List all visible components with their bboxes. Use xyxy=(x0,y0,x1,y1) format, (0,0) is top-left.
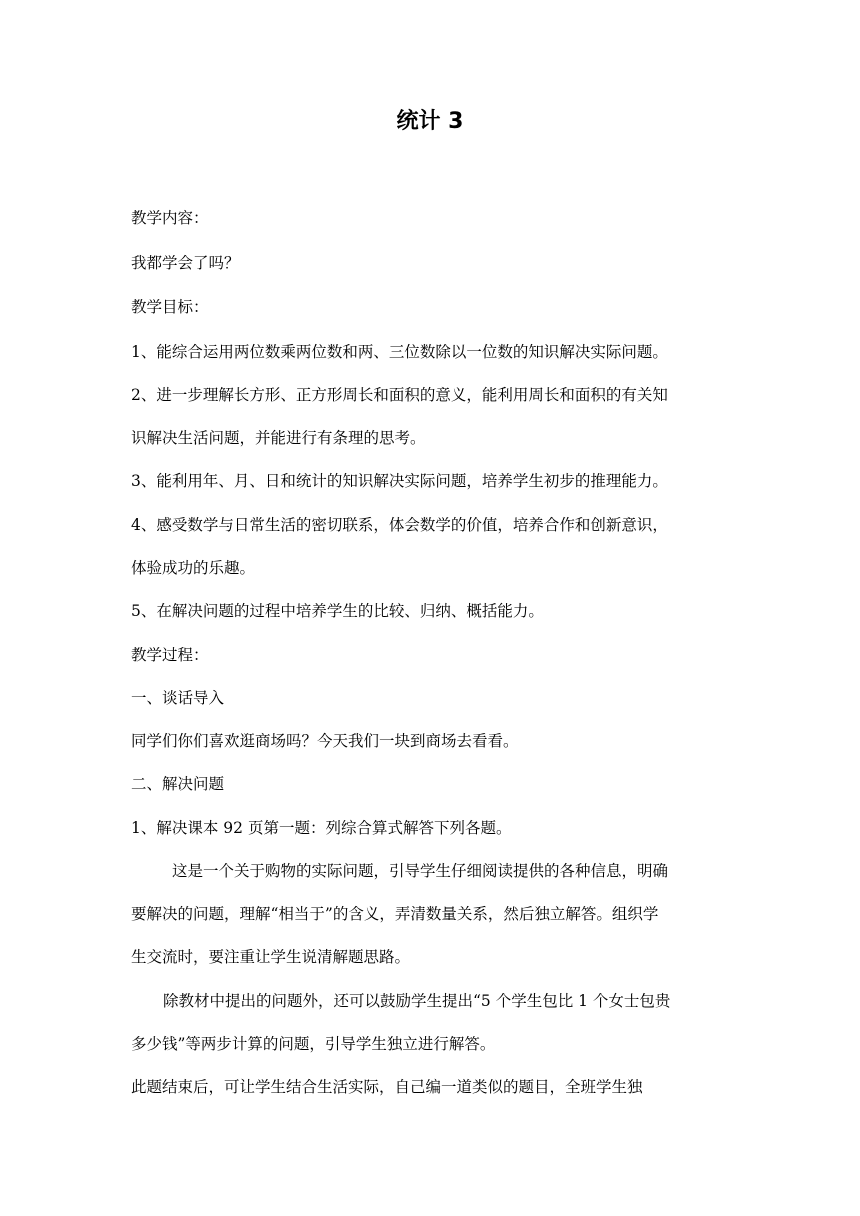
text-line: 教学内容： xyxy=(131,209,209,227)
text-line: 识解决生活问题，并能进行有条理的思考。 xyxy=(131,429,426,447)
text-line: 3、能利用年、月、日和统计的知识解决实际问题，培养学生初步的推理能力。 xyxy=(131,472,668,490)
document-title: 统计 3 xyxy=(396,109,464,134)
text-line: 1、解决课本 92 页第一题：列综合算式解答下列各题。 xyxy=(131,819,512,837)
text-line: 此题结束后，可让学生结合生活实际，自己编一道类似的题目，全班学生独 xyxy=(131,1078,643,1096)
text-line: 要解决的问题，理解“相当于”的含义，弄清数量关系，然后独立解答。组织学 xyxy=(131,905,659,923)
text-line: 4、感受数学与日常生活的密切联系，体会数学的价值，培养合作和创新意识， xyxy=(131,516,668,534)
text-line: 5、在解决问题的过程中培养学生的比较、归纳、概括能力。 xyxy=(131,602,544,620)
text-line: 多少钱”等两步计算的问题，引导学生独立进行解答。 xyxy=(131,1035,496,1053)
text-line: 2、进一步理解长方形、正方形周长和面积的意义，能利用周长和面积的有关知 xyxy=(131,386,668,404)
text-line: 生交流时，要注重让学生说清解题思路。 xyxy=(131,948,411,966)
text-line: 同学们你们喜欢逛商场吗？今天我们一块到商场去看看。 xyxy=(131,732,519,750)
text-line: 教学过程： xyxy=(131,646,209,664)
text-line: 体验成功的乐趣。 xyxy=(131,559,256,577)
text-line: 这是一个关于购物的实际问题，引导学生仔细阅读提供的各种信息，明确 xyxy=(172,862,669,880)
text-line: 一、谈话导入 xyxy=(131,689,225,707)
text-line: 二、解决问题 xyxy=(131,775,225,793)
text-line: 1、能综合运用两位数乘两位数和两、三位数除以一位数的知识解决实际问题。 xyxy=(131,343,668,361)
text-line: 我都学会了吗？ xyxy=(131,254,240,272)
text-line: 教学目标： xyxy=(131,298,209,316)
text-line: 除教材中提出的问题外，还可以鼓励学生提出“5 个学生包比 1 个女士包贵 xyxy=(163,992,671,1010)
